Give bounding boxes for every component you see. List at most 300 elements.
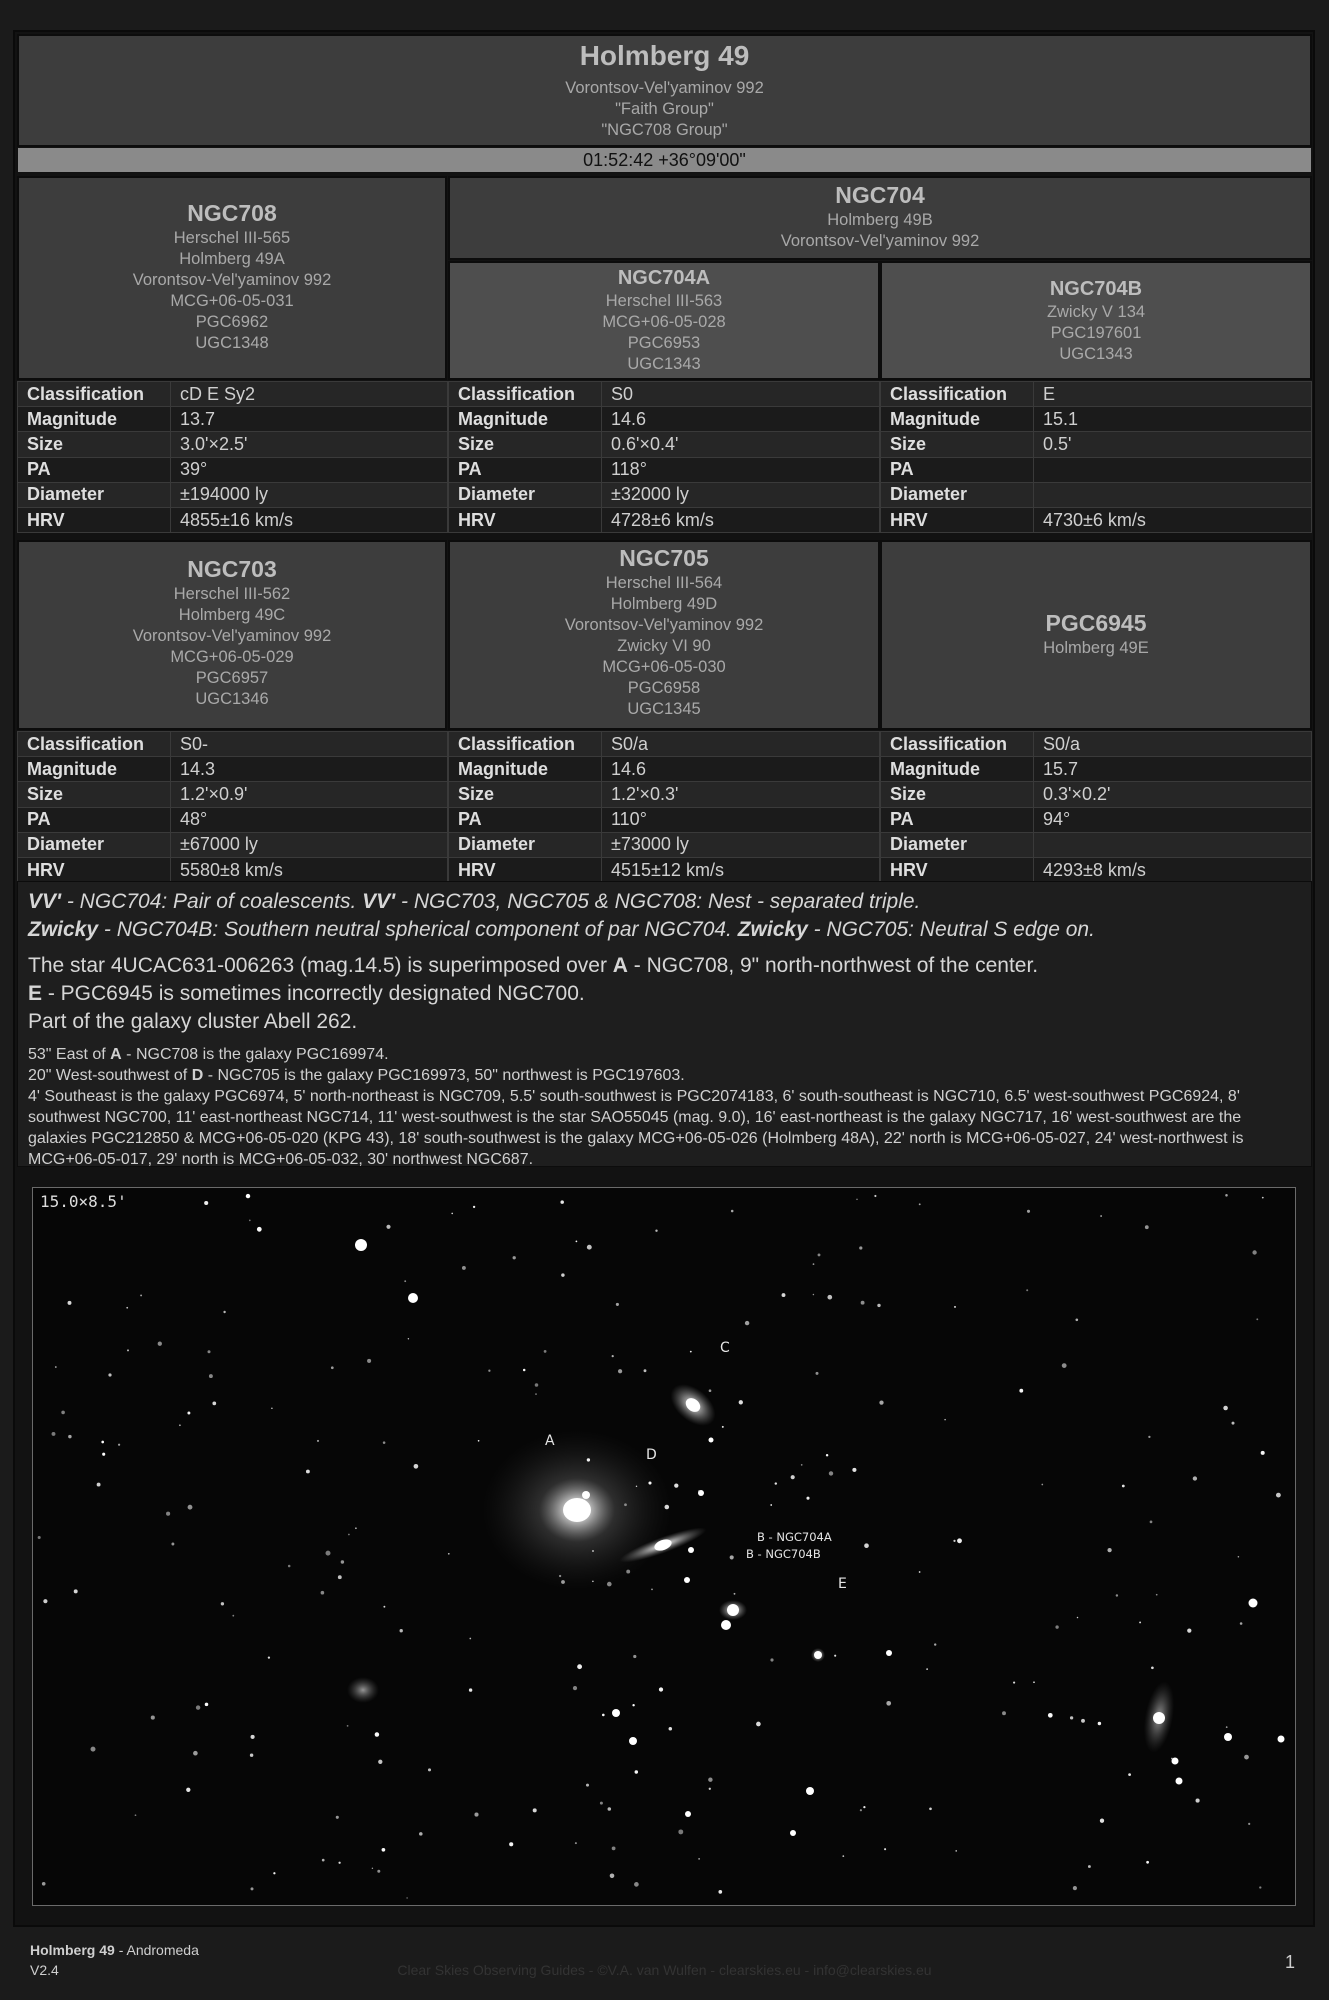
property-label: Magnitude bbox=[18, 407, 171, 432]
ngc708-properties bbox=[17, 381, 448, 533]
faint-star bbox=[1238, 1556, 1240, 1558]
faint-star bbox=[709, 1389, 712, 1392]
note-text: - PGC6945 is sometimes incorrectly designated NGC700. bbox=[42, 982, 585, 1005]
faint-star bbox=[127, 1349, 129, 1351]
faint-star bbox=[576, 1241, 578, 1243]
faint-star bbox=[1223, 1406, 1228, 1411]
faint-star bbox=[709, 1788, 711, 1790]
faint-star bbox=[1026, 1289, 1028, 1291]
star bbox=[886, 1650, 892, 1656]
property-value: 13.7 bbox=[171, 407, 448, 432]
faint-star bbox=[383, 1441, 386, 1444]
property-label: PA bbox=[18, 457, 171, 482]
property-label: Diameter bbox=[18, 482, 171, 507]
faint-star bbox=[775, 1482, 777, 1484]
note-pgc169973 bbox=[28, 1065, 1301, 1086]
faint-star bbox=[559, 1575, 561, 1577]
note-abell: Part of the galaxy cluster Abell 262. bbox=[28, 1010, 358, 1033]
faint-star bbox=[469, 1638, 471, 1640]
galaxy-ngc704a-core bbox=[727, 1604, 739, 1616]
faint-star bbox=[1261, 1451, 1265, 1455]
property-label: PA bbox=[881, 807, 1034, 832]
note-vv bbox=[28, 888, 1301, 916]
faint-star bbox=[607, 1582, 612, 1587]
galaxy-pgc6945-core bbox=[814, 1651, 822, 1659]
property-row bbox=[881, 507, 1312, 532]
faint-star bbox=[1259, 1886, 1261, 1888]
property-value: S0/a bbox=[1034, 732, 1312, 757]
faint-star bbox=[341, 1560, 344, 1563]
notes-panel bbox=[17, 881, 1312, 1167]
faint-star bbox=[326, 1551, 331, 1556]
faint-star bbox=[1088, 1865, 1091, 1868]
faint-star bbox=[801, 1464, 803, 1466]
label-b-ngc704a: B - NGC704A bbox=[757, 1530, 832, 1544]
faint-star bbox=[1013, 1682, 1015, 1684]
faint-star bbox=[288, 1565, 291, 1568]
faint-star bbox=[1055, 1625, 1058, 1628]
star bbox=[790, 1830, 796, 1836]
faint-star bbox=[250, 1753, 253, 1756]
property-row bbox=[449, 507, 880, 532]
note-text: - NGC708 is the galaxy PGC169974. bbox=[121, 1046, 389, 1063]
faint-star bbox=[730, 1555, 734, 1559]
faint-star bbox=[678, 1829, 683, 1834]
faint-star bbox=[957, 1538, 962, 1543]
star bbox=[629, 1737, 637, 1745]
faint-star bbox=[338, 1575, 342, 1579]
faint-star bbox=[919, 1571, 921, 1573]
faint-star bbox=[632, 1704, 634, 1706]
faint-star bbox=[523, 1369, 526, 1372]
property-value: E bbox=[1034, 382, 1312, 407]
note-text: - NGC708, 9" north-northwest of the center. bbox=[627, 954, 1039, 977]
faint-star bbox=[1081, 1719, 1085, 1723]
property-value: 4728±6 km/s bbox=[602, 507, 880, 532]
ngc704a-name: NGC704A bbox=[617, 267, 711, 289]
ngc703-alias: PGC6957 bbox=[195, 669, 269, 687]
faint-star bbox=[207, 1350, 210, 1353]
note-bold: E bbox=[28, 982, 43, 1005]
faint-star bbox=[179, 1424, 181, 1426]
faint-star bbox=[355, 1527, 357, 1529]
faint-star bbox=[633, 1655, 636, 1658]
faint-star bbox=[1240, 1622, 1243, 1625]
ngc703-alias: Holmberg 49C bbox=[178, 606, 286, 624]
faint-star bbox=[451, 1213, 453, 1215]
faint-star bbox=[186, 1788, 190, 1792]
property-value: 0.6'×0.4' bbox=[602, 432, 880, 457]
property-label: Diameter bbox=[18, 832, 171, 857]
label-a: A bbox=[545, 1433, 555, 1449]
faint-star bbox=[602, 1714, 605, 1717]
property-row bbox=[881, 857, 1312, 882]
faint-star bbox=[1226, 1726, 1228, 1728]
faint-star bbox=[414, 1464, 419, 1469]
faint-star bbox=[1196, 1799, 1200, 1803]
faint-star bbox=[644, 1369, 647, 1372]
pgc6945-card bbox=[880, 540, 1312, 730]
faint-star bbox=[877, 1304, 880, 1307]
ngc704-name: NGC704 bbox=[835, 182, 925, 208]
group-alias-2: "Faith Group" bbox=[615, 100, 714, 118]
ngc708-alias: MCG+06-05-031 bbox=[170, 292, 294, 310]
footer-credit: Clear Skies Observing Guides - ©V.A. van Wulfen - clearskies.eu - info@clearskies.eu bbox=[397, 1962, 932, 1978]
faint-star bbox=[196, 1705, 200, 1709]
property-value: ±67000 ly bbox=[171, 832, 448, 857]
field-of-view: 15.0×8.5' bbox=[40, 1192, 127, 1211]
faint-star bbox=[926, 1668, 928, 1670]
property-label: HRV bbox=[18, 507, 171, 532]
ngc704-alias: Vorontsov-Vel'yaminov 992 bbox=[780, 232, 980, 250]
faint-star bbox=[97, 1483, 101, 1487]
faint-star bbox=[635, 1770, 638, 1773]
ngc703-name: NGC703 bbox=[187, 556, 277, 582]
star bbox=[688, 1547, 694, 1553]
ngc703-card bbox=[17, 540, 447, 730]
property-value: 4730±6 km/s bbox=[1034, 507, 1312, 532]
property-row bbox=[881, 732, 1312, 757]
faint-star bbox=[474, 1813, 478, 1817]
property-value: 110° bbox=[602, 807, 880, 832]
faint-star bbox=[193, 1751, 198, 1756]
note-bold: VV' bbox=[28, 890, 62, 913]
property-label: PA bbox=[449, 457, 602, 482]
faint-star bbox=[834, 1655, 836, 1657]
faint-star bbox=[322, 1859, 325, 1862]
faint-star bbox=[488, 1370, 490, 1372]
faint-star bbox=[1244, 1755, 1249, 1760]
star bbox=[685, 1811, 691, 1817]
faint-star bbox=[886, 1701, 891, 1706]
galaxy-ngc710-core bbox=[1153, 1712, 1165, 1724]
faint-star bbox=[68, 1435, 71, 1438]
property-value bbox=[1034, 832, 1312, 857]
faint-star bbox=[273, 1872, 275, 1874]
property-row bbox=[449, 457, 880, 482]
property-value: 1.2'×0.3' bbox=[602, 782, 880, 807]
faint-star bbox=[1027, 1210, 1030, 1213]
faint-star bbox=[61, 1411, 65, 1415]
faint-star bbox=[718, 1890, 722, 1894]
note-bold: VV' bbox=[362, 890, 396, 913]
property-value: 3.0'×2.5' bbox=[171, 432, 448, 457]
faint-star bbox=[1073, 1886, 1077, 1890]
note-zwicky bbox=[28, 916, 1301, 944]
star bbox=[1249, 1599, 1258, 1608]
faint-star bbox=[861, 1301, 865, 1305]
note-pgc6945 bbox=[28, 980, 1301, 1008]
ngc703-alias: Vorontsov-Vel'yaminov 992 bbox=[132, 627, 332, 645]
faint-star bbox=[151, 1716, 155, 1720]
faint-star bbox=[249, 1220, 251, 1222]
ngc708-name: NGC708 bbox=[187, 200, 277, 226]
faint-star bbox=[372, 1868, 373, 1869]
faint-star bbox=[251, 1887, 254, 1890]
faint-star bbox=[659, 1687, 663, 1691]
faint-star bbox=[1002, 1711, 1006, 1715]
property-row bbox=[449, 807, 880, 832]
faint-star bbox=[864, 1543, 869, 1548]
note-bold: A bbox=[612, 954, 628, 977]
faint-star bbox=[770, 1658, 773, 1661]
faint-star bbox=[533, 1808, 537, 1812]
faint-star bbox=[383, 1606, 385, 1608]
star bbox=[355, 1239, 367, 1251]
faint-star bbox=[246, 1194, 250, 1198]
faint-star bbox=[634, 1882, 639, 1887]
property-row bbox=[18, 382, 448, 407]
faint-star bbox=[419, 1832, 423, 1836]
property-row bbox=[881, 457, 1312, 482]
footer-version: V2.4 bbox=[30, 1962, 59, 1978]
property-value: 15.7 bbox=[1034, 757, 1312, 782]
faint-star bbox=[338, 1862, 340, 1864]
faint-star bbox=[428, 1768, 431, 1771]
page-number: 1 bbox=[1284, 1952, 1295, 1972]
faint-star bbox=[1107, 1548, 1111, 1552]
faint-star bbox=[618, 1369, 622, 1373]
faint-star bbox=[842, 1855, 844, 1857]
ngc703-alias: MCG+06-05-029 bbox=[170, 648, 294, 666]
property-value bbox=[1034, 482, 1312, 507]
faint-star bbox=[616, 1303, 619, 1306]
faint-star bbox=[43, 1599, 47, 1603]
faint-star bbox=[791, 1475, 795, 1479]
faint-star bbox=[734, 1593, 736, 1595]
star bbox=[684, 1577, 690, 1583]
faint-star bbox=[1100, 1819, 1104, 1823]
faint-star bbox=[826, 1454, 828, 1456]
faint-star bbox=[610, 1874, 615, 1879]
faint-star bbox=[140, 1294, 142, 1296]
property-label: Magnitude bbox=[449, 757, 602, 782]
star bbox=[709, 1438, 714, 1443]
note-text: - NGC703, NGC705 & NGC708: Nest - separated triple. bbox=[395, 890, 921, 913]
faint-star bbox=[1019, 1389, 1023, 1393]
property-label: Classification bbox=[18, 382, 171, 407]
faint-star bbox=[406, 1897, 407, 1898]
property-row bbox=[449, 407, 880, 432]
faint-star bbox=[770, 1504, 772, 1506]
faint-star bbox=[1139, 1621, 1141, 1623]
note-text: The star 4UCAC631-006263 (mag.14.5) is superimposed over bbox=[28, 954, 613, 977]
property-row bbox=[18, 407, 448, 432]
group-title: Holmberg 49 bbox=[579, 40, 750, 71]
faint-star bbox=[187, 1412, 190, 1415]
property-value: 4293±8 km/s bbox=[1034, 857, 1312, 882]
property-value: ±32000 ly bbox=[602, 482, 880, 507]
faint-star bbox=[209, 1374, 213, 1378]
property-value: 39° bbox=[171, 457, 448, 482]
faint-star bbox=[818, 1253, 821, 1256]
faint-star bbox=[1225, 1194, 1228, 1197]
property-value: 48° bbox=[171, 807, 448, 832]
faint-star bbox=[944, 1419, 946, 1421]
property-value: 14.6 bbox=[602, 407, 880, 432]
faint-star bbox=[462, 1266, 466, 1270]
faint-star bbox=[408, 1338, 409, 1339]
ngc704b-alias: PGC197601 bbox=[1050, 324, 1142, 342]
faint-star bbox=[669, 1727, 673, 1731]
property-row bbox=[449, 432, 880, 457]
property-label: Magnitude bbox=[881, 757, 1034, 782]
property-label: HRV bbox=[881, 857, 1034, 882]
faint-star bbox=[378, 1760, 382, 1764]
property-value: 5580±8 km/s bbox=[171, 857, 448, 882]
faint-star bbox=[1098, 1722, 1101, 1725]
faint-star bbox=[782, 1293, 786, 1297]
property-row bbox=[18, 857, 448, 882]
note-surroundings: 4' Southeast is the galaxy PGC6974, 5' north-northeast is NGC709, 5.5' south-southwest is PGC2074183, 6' south-southeast is NGC710, 6.5' west-southwest PGC6924, 8' southwest NGC700, 11' east-northeast NGC714, 11' west-southwest is the star SAO55045 (mag. 9.0), 16' east-northeast is the galaxy NGC717, 16' west-southwest are the galaxies PGC212850 & MCG+06-05-020 (KPG 43), 18' south-southwest is the galaxy MCG+06-05-026 (Holmberg 48A), 22' north is MCG+06-05-027, 24' west-northwest is MCG+06-05-017, 29' north is MCG+06-05-032, 30' northwest NGC687. bbox=[28, 1088, 1244, 1168]
ngc705-alias: Herschel III-564 bbox=[605, 574, 723, 592]
faint-star bbox=[513, 1256, 516, 1259]
faint-star bbox=[251, 1735, 255, 1739]
label-e: E bbox=[838, 1576, 847, 1592]
faint-star bbox=[806, 1497, 809, 1500]
property-label: Classification bbox=[449, 382, 602, 407]
faint-star bbox=[592, 1581, 593, 1582]
faint-star bbox=[1171, 1758, 1173, 1760]
pgc6945-name: PGC6945 bbox=[1045, 610, 1147, 636]
faint-star bbox=[626, 1570, 630, 1574]
ngc704a-alias: PGC6953 bbox=[627, 334, 701, 352]
property-row bbox=[881, 382, 1312, 407]
property-value: 0.5' bbox=[1034, 432, 1312, 457]
property-label: Classification bbox=[881, 732, 1034, 757]
faint-star bbox=[934, 1643, 936, 1645]
label-d: D bbox=[646, 1447, 657, 1463]
faint-star bbox=[469, 1688, 472, 1691]
property-label: Diameter bbox=[881, 832, 1034, 857]
faint-star bbox=[829, 1471, 833, 1475]
note-text: - NGC705 is the galaxy PGC169973, 50" northwest is PGC197603. bbox=[203, 1067, 685, 1084]
faint-star bbox=[1151, 1666, 1154, 1669]
faint-star bbox=[212, 1402, 216, 1406]
faint-star bbox=[624, 1503, 627, 1506]
faint-star bbox=[102, 1453, 105, 1456]
property-label: PA bbox=[881, 457, 1034, 482]
property-row bbox=[881, 782, 1312, 807]
galaxy-ngc704b bbox=[721, 1620, 731, 1630]
property-label: PA bbox=[18, 807, 171, 832]
ngc704b-name: NGC704B bbox=[1049, 278, 1143, 300]
faint-star bbox=[135, 1814, 137, 1816]
ngc704b-properties bbox=[880, 381, 1312, 533]
faint-star bbox=[573, 1686, 577, 1690]
ngc704b-alias: UGC1343 bbox=[1059, 345, 1133, 363]
faint-star bbox=[223, 1311, 225, 1313]
faint-star bbox=[1148, 1436, 1150, 1438]
property-row bbox=[449, 732, 880, 757]
ngc704b-card bbox=[880, 261, 1312, 380]
faint-star bbox=[386, 1225, 390, 1229]
faint-star bbox=[575, 1842, 577, 1844]
faint-star bbox=[856, 1199, 857, 1200]
property-value: 118° bbox=[602, 457, 880, 482]
property-value: 14.3 bbox=[171, 757, 448, 782]
faint-star bbox=[204, 1201, 208, 1205]
property-label: Size bbox=[881, 782, 1034, 807]
faint-star bbox=[813, 1263, 815, 1265]
property-value: 14.6 bbox=[602, 757, 880, 782]
property-label: Classification bbox=[18, 732, 171, 757]
ngc704a-alias: Herschel III-563 bbox=[605, 292, 723, 310]
faint-star bbox=[171, 1543, 174, 1546]
faint-star bbox=[874, 1195, 876, 1197]
ngc708-alias: UGC1348 bbox=[195, 334, 269, 352]
faint-star bbox=[306, 1470, 310, 1474]
property-label: HRV bbox=[881, 507, 1034, 532]
ngc704a-alias: UGC1343 bbox=[627, 355, 701, 373]
note-text: - NGC705: Neutral S edge on. bbox=[807, 918, 1095, 941]
faint-star bbox=[1128, 1773, 1131, 1776]
faint-star bbox=[108, 1373, 111, 1376]
faint-star bbox=[884, 1848, 886, 1850]
faint-star bbox=[651, 1588, 653, 1590]
faint-star bbox=[1116, 1594, 1118, 1596]
faint-star bbox=[544, 1350, 547, 1353]
ngc703-alias: UGC1346 bbox=[195, 690, 269, 708]
property-value: S0- bbox=[171, 732, 448, 757]
faint-star bbox=[1070, 1716, 1073, 1719]
faint-star bbox=[655, 1230, 657, 1232]
faint-star bbox=[1193, 1476, 1197, 1480]
faint-star bbox=[1146, 1861, 1149, 1864]
faint-star bbox=[859, 1246, 862, 1249]
faint-star bbox=[852, 1468, 856, 1472]
faint-star bbox=[166, 1512, 170, 1516]
property-label: Classification bbox=[449, 732, 602, 757]
faint-star bbox=[55, 1366, 57, 1368]
ngc705-card bbox=[448, 540, 880, 730]
faint-star bbox=[745, 1321, 749, 1325]
field-image bbox=[32, 1187, 1296, 1906]
faint-star bbox=[1248, 1823, 1250, 1825]
faint-star bbox=[158, 1342, 162, 1346]
property-row bbox=[449, 857, 880, 882]
star bbox=[1224, 1733, 1232, 1741]
property-value: S0 bbox=[602, 382, 880, 407]
property-label: Magnitude bbox=[18, 757, 171, 782]
faint-star bbox=[1156, 1594, 1158, 1596]
faint-star bbox=[52, 1432, 56, 1436]
star bbox=[1176, 1778, 1183, 1785]
faint-star bbox=[1150, 1521, 1153, 1524]
property-row bbox=[881, 407, 1312, 432]
faint-star bbox=[348, 1534, 350, 1536]
property-label: Size bbox=[449, 432, 602, 457]
property-row bbox=[881, 757, 1312, 782]
note-text: 53" East of bbox=[28, 1046, 111, 1063]
property-label: Size bbox=[18, 782, 171, 807]
faint-star bbox=[698, 1490, 700, 1492]
faint-star bbox=[404, 1280, 406, 1282]
faint-star bbox=[731, 1210, 734, 1213]
note-text: - NGC704B: Southern neutral spherical component of par NGC704. bbox=[98, 918, 738, 941]
property-row bbox=[881, 432, 1312, 457]
note-text: - NGC704: Pair of coalescents. bbox=[61, 890, 363, 913]
ngc708-card bbox=[17, 176, 447, 380]
faint-star bbox=[321, 1591, 325, 1595]
property-row bbox=[18, 782, 448, 807]
property-label: HRV bbox=[449, 857, 602, 882]
faint-star bbox=[560, 1200, 564, 1204]
faint-star bbox=[1033, 1681, 1035, 1683]
ngc708-alias: Holmberg 49A bbox=[179, 250, 285, 268]
faint-star bbox=[1100, 1215, 1102, 1217]
note-bold: Zwicky bbox=[737, 918, 808, 941]
